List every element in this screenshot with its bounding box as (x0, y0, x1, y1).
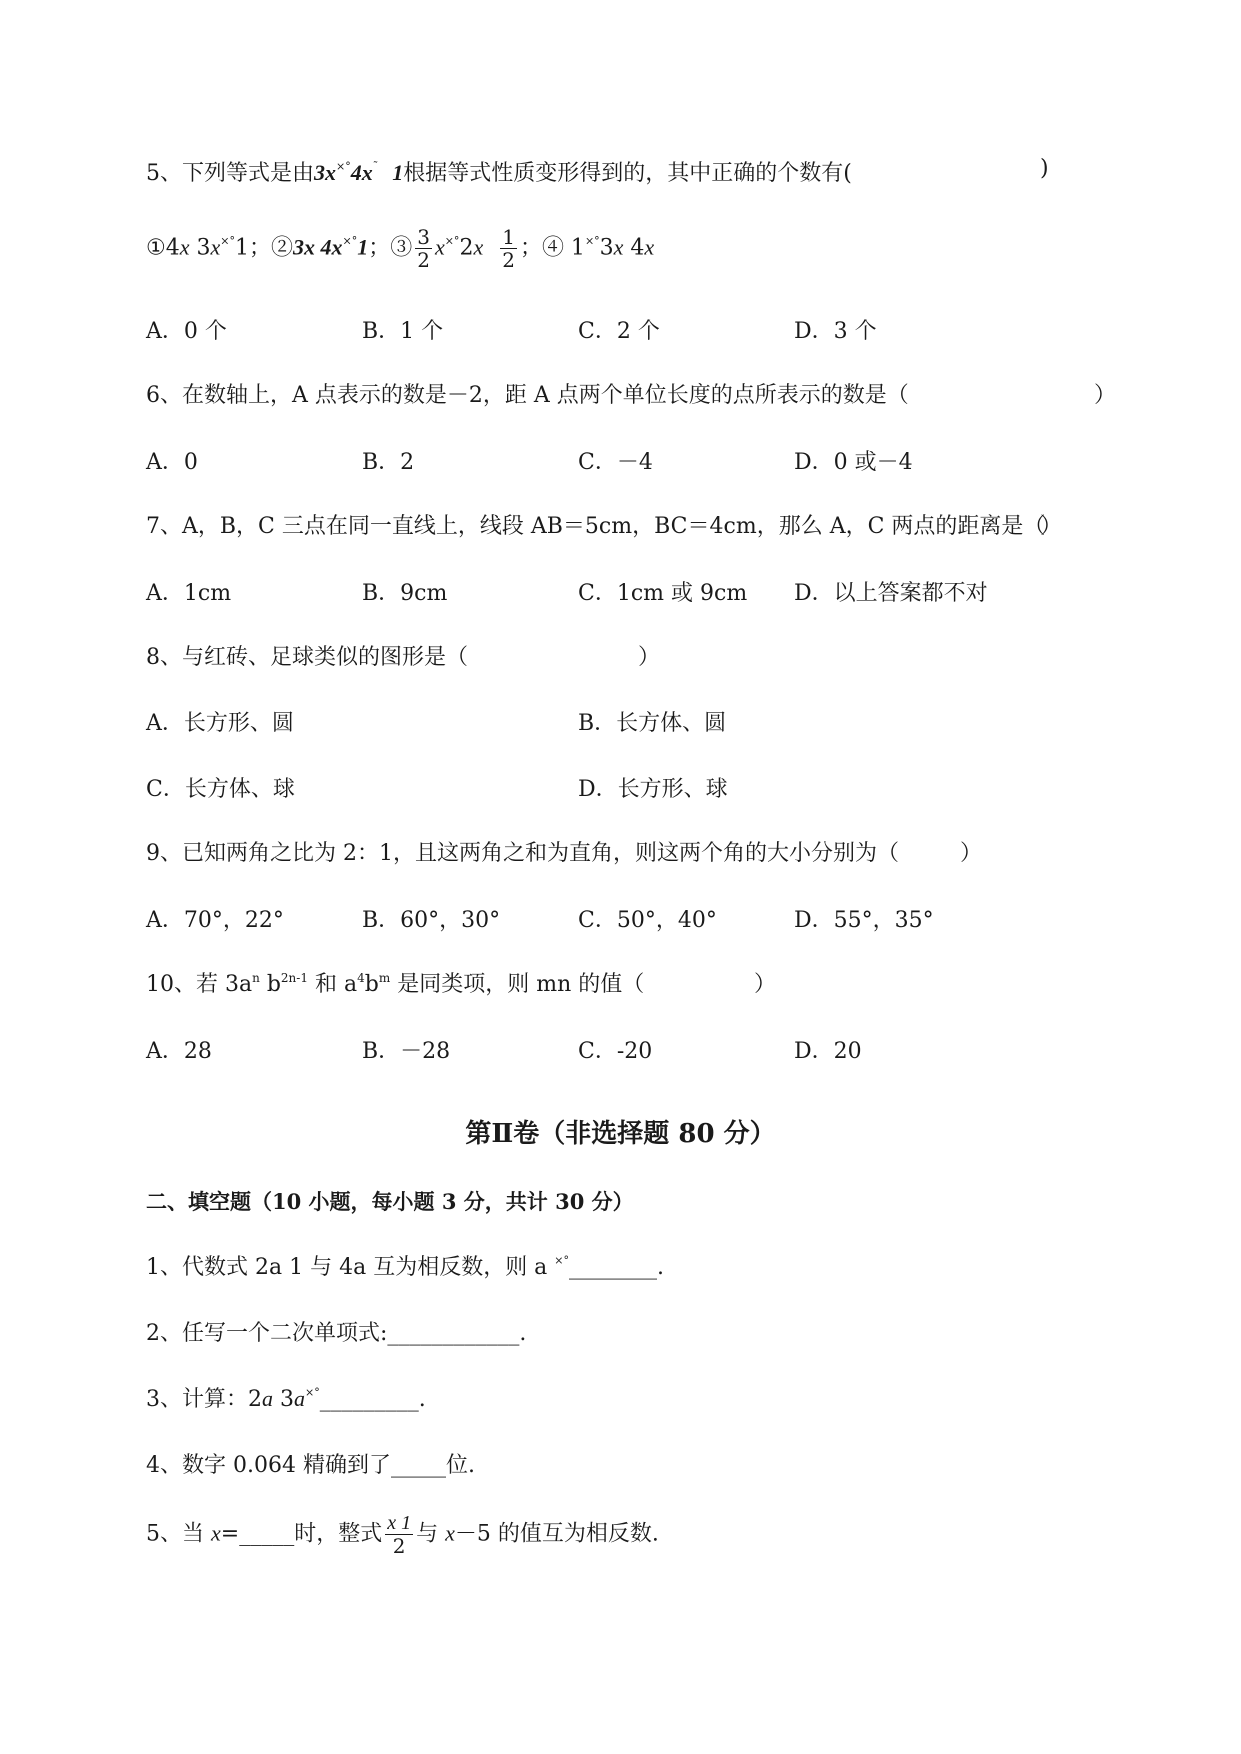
q8-option-c[interactable]: C．长方体、球 (146, 777, 295, 802)
q5-item4-x2: x (644, 234, 655, 260)
q7-option-a[interactable]: A．1cm (146, 581, 232, 606)
q10-mid2: 和 a (307, 972, 358, 997)
f5-text-d: －5 的值互为相反数. (454, 1521, 659, 1547)
q6-option-d[interactable]: D．0 或－4 (794, 450, 913, 475)
q5-item3-sym: ×° (444, 234, 460, 248)
q5-eq-c: 1 (392, 160, 404, 185)
q6-option-c[interactable]: C．－4 (578, 450, 653, 475)
q8-option-a[interactable]: A．长方形、圆 (146, 711, 294, 736)
f3-var-a2: a (294, 1386, 305, 1411)
q5-item1-rest: 3 (189, 235, 211, 261)
q5-item3-x2: x (473, 234, 484, 260)
q9-option-b[interactable]: B．60°，30° (362, 908, 501, 933)
q10-mid3: b (364, 972, 379, 997)
f5-frac-num: x 1 (387, 1512, 412, 1534)
q10-sup-2n-1: 2n-1 (280, 971, 308, 985)
q5-eq-b: 4x (350, 160, 373, 185)
q10-option-c[interactable]: C．-20 (578, 1039, 653, 1064)
f1-sym: ×° (554, 1254, 570, 1267)
q10-sup-4: 4 (357, 971, 365, 985)
q10-option-b[interactable]: B．－28 (362, 1039, 451, 1064)
q5-eq-tilde: ˜ (372, 160, 379, 173)
fill-question-3 (146, 1382, 426, 1413)
f5-text-c: 与 (416, 1521, 446, 1547)
q6-option-a[interactable]: A．0 (146, 450, 198, 475)
q7-close-paren: ） (1040, 514, 1063, 539)
q5-stem-text-a: 5、下列等式是由 (146, 161, 314, 186)
q5-option-a[interactable]: A．0 个 (146, 319, 227, 344)
q5-eq-sym: ×° (336, 160, 351, 173)
q10-sup-m: m (378, 971, 391, 985)
q5-item2-sym: ×° (342, 234, 358, 248)
question-5-stem (146, 156, 852, 187)
fill-question-5 (146, 1512, 659, 1557)
f5-text-a: 5、当 (146, 1521, 211, 1547)
question-7-stem: 7、A，B，C 三点在同一直线上，线段 AB＝5cm，BC＝4cm，那么 A，C 两点的距离是（ (146, 514, 1046, 539)
q5-item3-mid: 2 (459, 235, 474, 261)
q9-option-c[interactable]: C．50°，40° (578, 908, 717, 933)
f3-var-a1: a (262, 1386, 273, 1411)
q5-item4-a: 3 (599, 235, 614, 261)
q9-option-a[interactable]: A．70°，22° (146, 908, 284, 933)
question-8-stem: 8、与红砖、足球类似的图形是（ (146, 645, 468, 670)
f3-answer-blank[interactable]: _________. (319, 1387, 426, 1412)
q10-close-paren: ） (754, 972, 777, 997)
q10-sup-n: n (252, 971, 260, 985)
q9-option-d[interactable]: D．55°，35° (794, 908, 934, 933)
question-6-stem: 6、在数轴上，A 点表示的数是－2，距 A 点两个单位长度的点所表示的数是（ (146, 383, 909, 408)
question-9-stem: 9、已知两角之比为 2：1，且这两角之和为直角，则这两个角的大小分别为（ (146, 841, 899, 866)
q6-close-paren: ） (1094, 383, 1117, 408)
q10-mid1: b (259, 972, 281, 997)
f5-var-x: x (211, 1520, 221, 1546)
q5-item1-x: x (179, 234, 190, 260)
fill-question-1 (146, 1250, 664, 1281)
q5-item3-num: 3 (417, 225, 430, 249)
q5-item3-fraction2 (500, 226, 517, 271)
q5-item3-fraction (415, 226, 432, 271)
q5-item3-x: x (434, 234, 445, 260)
question-5-items (146, 226, 654, 271)
q5-item2-a: 3x (292, 234, 315, 260)
q5-item3-num2: 1 (502, 225, 515, 249)
fill-question-2: 2、任写一个二次单项式:____________. (146, 1321, 527, 1346)
part-2-title: 第Ⅱ卷（非选择题 80 分） (465, 1119, 776, 1149)
f1-answer-blank[interactable]: ________. (569, 1255, 665, 1280)
q5-close-paren: ) (1040, 156, 1049, 181)
q5-option-c[interactable]: C．2 个 (578, 319, 660, 344)
f5-var-x2: x (445, 1520, 455, 1546)
f1-text-c: 4a 互为相反数，则 a (332, 1255, 555, 1280)
f5-frac-den: 2 (392, 1534, 406, 1558)
q5-item1-sym: ×° (220, 234, 235, 248)
f3-sym: ×° (305, 1386, 320, 1399)
q5-item4-sym: ×° (584, 234, 600, 248)
q7-option-c[interactable]: C．1cm 或 9cm (578, 581, 748, 606)
q5-item2-end: 1 (357, 234, 369, 260)
q5-item1-label: ①4 (146, 235, 180, 261)
fill-in-section-heading: 二、填空题（10 小题，每小题 3 分，共计 30 分） (146, 1189, 634, 1214)
q8-option-b[interactable]: B．长方体、圆 (578, 711, 727, 736)
f5-text-b: =_____时，整式 (220, 1521, 383, 1547)
q8-close-paren: ） (638, 645, 661, 670)
q5-item4-b: 4 (623, 235, 645, 261)
fill-question-4: 4、数字 0.064 精确到了_____位. (146, 1453, 475, 1478)
q5-item3-den: 2 (417, 248, 430, 272)
f3-text-a: 3、计算：2 (146, 1387, 262, 1412)
q8-option-d[interactable]: D．长方形、球 (578, 777, 728, 802)
q5-item3-sep: ；④ 1 (519, 235, 585, 261)
q5-item2-mid: 4x (314, 234, 343, 260)
q5-option-b[interactable]: B．1 个 (362, 319, 444, 344)
q5-option-d[interactable]: D．3 个 (794, 319, 877, 344)
f1-text-a: 1、代数式 2a (146, 1255, 283, 1280)
q5-item3-den2: 2 (502, 248, 515, 272)
q5-eq-a: 3x (314, 160, 336, 185)
q10-option-d[interactable]: D．20 (794, 1039, 862, 1064)
q5-item2-sep: ；③ (368, 235, 413, 261)
f5-fraction (385, 1512, 413, 1557)
f3-text-b: 3 (273, 1387, 294, 1412)
q5-stem-text-b: 根据等式性质变形得到的，其中正确的个数有( (403, 161, 852, 186)
q5-item1-x2: x (210, 234, 221, 260)
f1-text-b: 1 与 (282, 1255, 333, 1280)
q10-option-a[interactable]: A．28 (146, 1039, 212, 1064)
q5-item1-end: 1；② (234, 235, 293, 261)
q10-stem-a: 10、若 3a (146, 972, 253, 997)
q10-stem-b: 是同类项，则 mn 的值（ (390, 972, 645, 997)
q5-item4-x: x (613, 234, 624, 260)
q6-option-b[interactable]: B．2 (362, 450, 415, 475)
q9-close-paren: ） (960, 841, 983, 866)
question-10-stem (146, 967, 644, 998)
q7-option-b[interactable]: B．9cm (362, 581, 448, 606)
q7-option-d[interactable]: D．以上答案都不对 (794, 581, 988, 606)
